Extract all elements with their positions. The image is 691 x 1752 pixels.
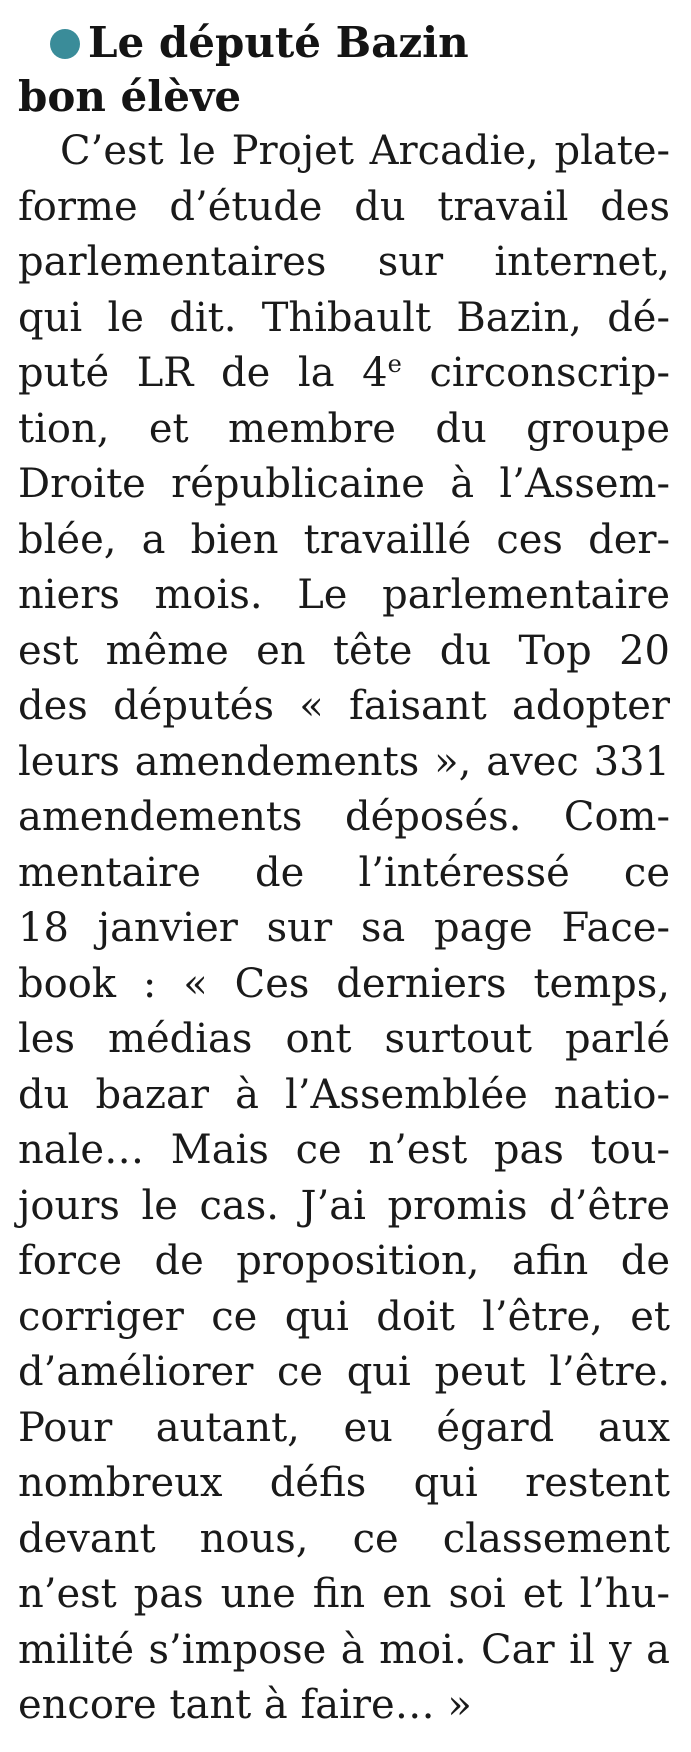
body-line: du bazar à l’Assemblée natio-: [18, 1071, 670, 1118]
body-line: les médias ont surtout parlé: [18, 1016, 670, 1062]
body-line-part: puté LR de la 4: [18, 350, 388, 396]
body-line: mentaire de l’intéressé ce: [18, 849, 670, 896]
body-line: C’est le Projet Arcadie, plate-: [60, 128, 670, 174]
body-line: corriger ce qui doit l’être, et: [18, 1293, 670, 1340]
body-line: amendements déposés. Com-: [18, 794, 670, 840]
article: [18, 16, 670, 1734]
body-line: parlementaires sur internet,: [18, 239, 670, 285]
headline-text-1: Le député Bazin: [88, 18, 469, 67]
bullet-icon: [50, 29, 80, 59]
body-line: niers mois. Le parlementaire: [18, 572, 670, 618]
body-line-ordinal: [18, 346, 670, 402]
body-line: forme d’étude du travail des: [18, 183, 670, 230]
body-line: milité s’impose à moi. Car il y a: [18, 1626, 670, 1673]
headline-line-2: bon élève: [18, 72, 242, 121]
headline-line-1: [18, 16, 670, 70]
body-line: Pour autant, eu égard aux: [18, 1404, 670, 1451]
body-line: n’est pas une fin en soi et l’hu-: [18, 1571, 670, 1617]
article-body: [18, 124, 670, 1734]
body-line: leurs amendements », avec 331: [18, 738, 670, 785]
body-line-part: circonscrip-: [401, 350, 670, 396]
headline: [18, 16, 670, 124]
body-line: est même en tête du Top 20: [18, 627, 670, 674]
body-line: nale… Mais ce n’est pas tou-: [18, 1127, 670, 1173]
body-line: book : « Ces derniers temps,: [18, 960, 670, 1007]
body-line: d’améliorer ce qui peut l’être.: [18, 1349, 670, 1395]
body-line: force de proposition, afin de: [18, 1238, 670, 1284]
body-line: des députés « faisant adopter: [18, 683, 670, 729]
ordinal-superscript: e: [387, 350, 402, 378]
body-line: 18 janvier sur sa page Face-: [18, 905, 670, 951]
body-line: Droite républicaine à l’Assem-: [18, 461, 670, 507]
body-line: qui le dit. Thibault Bazin, dé-: [18, 294, 670, 341]
body-line: jours le cas. J’ai promis d’être: [18, 1182, 670, 1229]
body-line: blée, a bien travaillé ces der-: [18, 516, 670, 563]
body-line: devant nous, ce classement: [18, 1515, 670, 1562]
body-line: nombreux défis qui restent: [18, 1460, 670, 1506]
body-line: tion, et membre du groupe: [18, 405, 670, 452]
body-line-last: encore tant à faire… »: [18, 1682, 472, 1728]
